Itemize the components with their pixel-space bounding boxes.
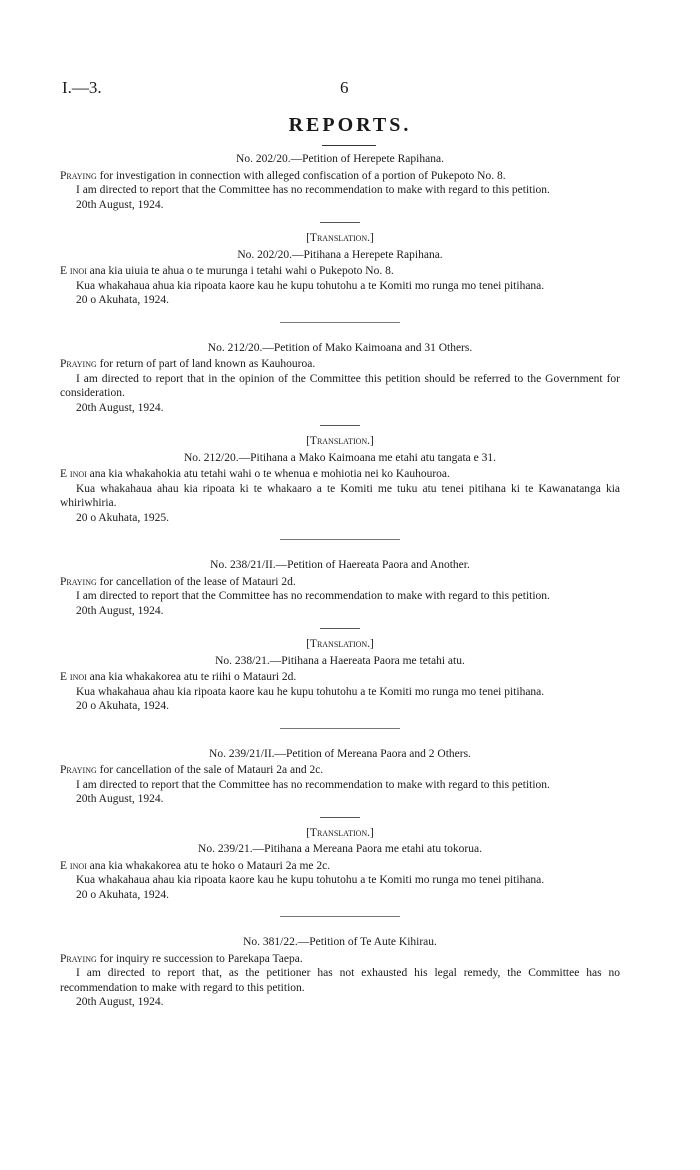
section-divider — [280, 322, 400, 323]
prayer-lead: Praying — [60, 764, 97, 776]
translation-label: [Translation.] — [306, 232, 374, 244]
prayer-lead: Praying — [60, 169, 97, 182]
petition-title: No. 239/21/II.—Petition of Mereana Paora and 2 Others. — [209, 747, 471, 760]
petition-body — [60, 670, 620, 714]
translation-title: No. 239/21.—Pitihana a Mereana Paora me etahi atu tokorua. — [198, 843, 482, 855]
report-text: Kua whakahaua ahau kia ripoata kaore kau he kupu tohutohu a te Komiti mo runga mo tenei pitihana. — [76, 874, 545, 886]
reports-content — [60, 152, 620, 1010]
petition-body — [60, 467, 620, 525]
prayer-paragraph — [60, 169, 620, 184]
prayer-paragraph — [60, 859, 620, 874]
petition-title: No. 212/20.—Petition of Mako Kaimoana and 31 Others. — [207, 341, 473, 354]
prayer-paragraph — [60, 670, 620, 685]
page-number: 6 — [340, 78, 349, 97]
report-date: 20 o Akuhata, 1924. — [76, 700, 169, 712]
prayer-lead: Praying — [60, 952, 97, 965]
prayer-text: for investigation in connection with alleged confiscation of a portion of Pukepoto No. 8. — [99, 169, 506, 182]
prayer-paragraph — [60, 575, 620, 590]
title-rule — [322, 145, 376, 146]
prayer-text: ana kia whakahokia atu tetahi wahi o te whenua e mohiotia nei ko Kauhouroa. — [89, 468, 450, 480]
translation-label: [Translation.] — [306, 435, 374, 447]
report-date: 20th August, 1924. — [76, 604, 164, 617]
report-text: I am directed to report that the Committee has no recommendation to make with regard to this petition. — [76, 184, 550, 196]
section-divider — [280, 916, 400, 917]
prayer-paragraph — [60, 763, 620, 778]
report-text: I am directed to report that the Committee has no recommendation to make with regard to this petition. — [76, 778, 550, 791]
prayer-text: for inquiry re succession to Parekapa Taepa. — [99, 952, 303, 965]
prayer-paragraph — [60, 952, 620, 967]
prayer-lead: E inoi — [60, 859, 87, 872]
report-date: 20th August, 1924. — [76, 793, 164, 805]
report-date: 20th August, 1924. — [76, 996, 164, 1008]
prayer-lead: E inoi — [60, 671, 87, 683]
prayer-lead: Praying — [60, 575, 97, 588]
translation-title: No. 212/20.—Pitihana a Mako Kaimoana me etahi atu tangata e 31. — [183, 451, 496, 464]
report-text: I am directed to report that the Committee has no recommendation to make with regard to this petition. — [76, 590, 550, 602]
prayer-text: for return of part of land known as Kauhouroa. — [99, 358, 316, 370]
report-text: Kua whakahaua ahau kia ripoata ki te whakaaro a te Komiti me tuku atu tenei pitihana ki te Kawanatanga kia whiriwhiria. — [60, 482, 620, 509]
report-date: 20 o Akuhata, 1925. — [76, 511, 169, 524]
translation-label: [Translation.] — [306, 826, 374, 839]
section-divider — [280, 539, 400, 540]
petition-section — [60, 935, 620, 1010]
translation-label: [Translation.] — [306, 638, 374, 650]
short-rule — [320, 628, 360, 629]
petition-title: No. 381/22.—Petition of Te Aute Kihirau. — [243, 936, 437, 948]
report-text: Kua whakahaua ahua kia ripoata kaore kau he kupu tohutohu a te Komiti mo runga mo tenei pitihana. — [76, 279, 545, 292]
report-text: Kua whakahaua ahau kia ripoata kaore kau he kupu tohutohu a te Komiti mo runga mo tenei pitihana. — [76, 685, 545, 698]
petition-title: No. 202/20.—Petition of Herepete Rapihana. — [236, 153, 444, 165]
petition-body — [60, 952, 620, 1010]
prayer-paragraph — [60, 264, 620, 279]
petition-body — [60, 575, 620, 619]
short-rule — [320, 817, 360, 818]
petition-body — [60, 859, 620, 903]
translation-title: No. 202/20.—Pitihana a Herepete Rapihana. — [237, 248, 443, 261]
prayer-paragraph — [60, 357, 620, 372]
petition-body — [60, 357, 620, 415]
page-title: REPORTS. — [288, 114, 412, 136]
prayer-paragraph — [60, 467, 620, 482]
petition-body — [60, 169, 620, 213]
report-date: 20 o Akuhata, 1924. — [76, 294, 169, 306]
report-date: 20 o Akuhata, 1924. — [76, 888, 169, 901]
short-rule — [320, 425, 360, 426]
prayer-text: ana kia uiuia te ahua o te murunga i tetahi wahi o Pukepoto No. 8. — [89, 265, 394, 277]
petition-section — [60, 747, 620, 903]
translation-title: No. 238/21.—Pitihana a Haereata Paora me tetahi atu. — [215, 654, 465, 667]
report-text: I am directed to report that, as the petitioner has not exhausted his legal remedy, the Committee has no recommendation to make with regard to this petition. — [60, 967, 620, 994]
prayer-lead: Praying — [60, 358, 97, 370]
section-divider — [280, 728, 400, 729]
report-date: 20th August, 1924. — [76, 198, 164, 211]
prayer-text: ana kia whakakorea atu te riihi o Matauri 2d. — [89, 671, 297, 683]
short-rule — [320, 222, 360, 223]
petition-section — [60, 152, 620, 308]
prayer-lead: E inoi — [60, 468, 87, 480]
prayer-lead: E inoi — [60, 265, 87, 277]
prayer-text: for cancellation of the lease of Matauri 2d. — [99, 575, 296, 588]
section-reference: I.—3. — [62, 78, 102, 97]
petition-section — [60, 558, 620, 714]
petition-body — [60, 763, 620, 807]
report-date: 20th August, 1924. — [76, 401, 164, 414]
report-text: I am directed to report that in the opinion of the Committee this petition should be referred to the Government for consideration. — [60, 372, 620, 399]
petition-title: No. 238/21/II.—Petition of Haereata Paora and Another. — [210, 559, 470, 571]
prayer-text: ana kia whakakorea atu te hoko o Matauri 2a me 2c. — [89, 859, 331, 872]
petition-body — [60, 264, 620, 308]
petition-section — [60, 341, 620, 526]
prayer-text: for cancellation of the sale of Matauri 2a and 2c. — [99, 764, 324, 776]
